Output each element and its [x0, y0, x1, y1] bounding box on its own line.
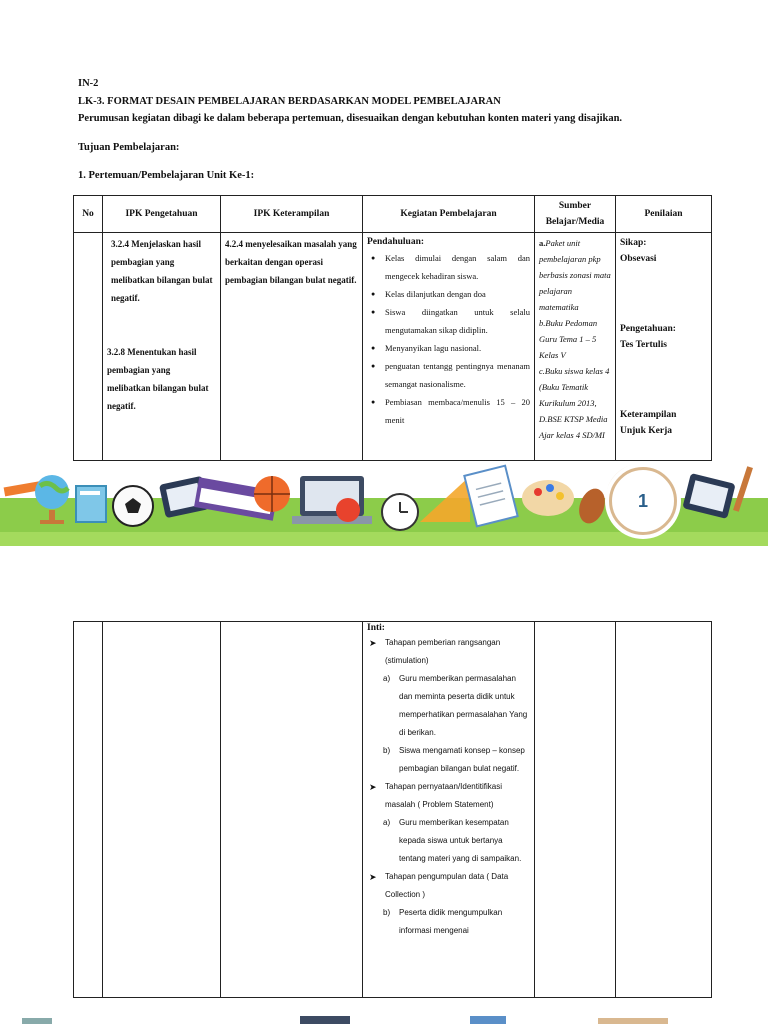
sumber-c: c.Buku siswa kelas 4 (Buku Tematik Kurikulum 2013,: [539, 366, 610, 408]
next-banner-edge: [0, 1012, 768, 1024]
kegiatan-heading: Pendahuluan:: [367, 237, 425, 247]
cell-kegiatan: [363, 622, 535, 998]
objectives-heading: Tujuan Pembelajaran:: [78, 142, 180, 153]
sumber-b: b.Buku Pedoman Guru Tema 1 – 5 Kelas V: [539, 318, 598, 360]
list-item: ● Pembiasan membaca/menulis 15 – 20 menit: [385, 393, 530, 429]
cell-sumber: [535, 233, 616, 461]
basketball-icon: [254, 476, 290, 512]
ipk-pengetahuan-1: 3.2.4 Menjelaskan hasil pembagian yang melibatkan bilangan bulat negatif.: [111, 239, 213, 303]
stage-1-b-letter: b): [383, 746, 391, 755]
stage-2-a-text: Guru memberikan kesempatan kepada siswa untuk bertanya tentang materi yang di sampaikan.: [399, 818, 522, 863]
sumber-a-prefix: a.: [539, 238, 546, 248]
ipk-keterampilan-1: 4.2.4 menyelesaikan masalah yang berkaitan dengan operasi pembagian bilangan bulat negatif.: [225, 239, 357, 285]
stage-2-a-letter: a): [383, 818, 391, 827]
header-sumber-line2: Belajar/Media: [545, 217, 605, 227]
kegiatan-list: [367, 249, 530, 429]
sumber-a: [539, 235, 611, 315]
lesson-plan-table: [73, 195, 712, 461]
lesson-plan-table-continued: [73, 621, 712, 998]
table-header-row: [74, 196, 712, 233]
meeting-heading: 1. Pertemuan/Pembelajaran Unit Ke-1:: [78, 170, 255, 181]
header-ipk-pengetahuan: IPK Pengetahuan: [103, 196, 221, 233]
penilaian-keterampilan-value: Unjuk Kerja: [620, 426, 672, 436]
page-number-ring: [598, 1018, 668, 1024]
stage-1: ➤ Tahapan pemberian rangsangan (stimulation): [367, 634, 530, 670]
laptop-icon: [292, 476, 372, 524]
header-penilaian: Penilaian: [616, 196, 712, 233]
header-no: No: [74, 196, 103, 233]
list-item: ● penguatan tentangg pentingnya menanam semangat nasionalisme.: [385, 357, 530, 393]
clock-icon: [382, 494, 418, 530]
page-2: [0, 548, 768, 1024]
header-sumber-line1: Sumber: [558, 201, 592, 211]
doc-intro: Perumusan kegiatan dibagi ke dalam beberapa pertemuan, disesuaikan dengan kebutuhan konten materi yang disajikan.: [78, 113, 623, 124]
page-number: 1: [609, 467, 677, 535]
penilaian-pengetahuan-label: Pengetahuan:: [620, 324, 676, 334]
cell-sumber: [535, 622, 616, 998]
stage-3-b-letter: b): [383, 908, 391, 917]
cell-no: [74, 233, 103, 461]
cell-ipk-pengetahuan: [103, 233, 221, 461]
stage-3: ➤ Tahapan pengumpulan data ( Data Collection ): [367, 868, 530, 904]
header-kegiatan: Kegiatan Pembelajaran: [363, 196, 535, 233]
stage-1-a: [367, 670, 530, 742]
penilaian-sikap-label: Sikap:: [620, 238, 647, 248]
table-row: [74, 622, 712, 998]
sumber-a-text: Paket unit pembelajaran pkp berbasis zonasi mata pelajaran matematika: [539, 238, 611, 312]
cell-ipk-keterampilan: [221, 233, 363, 461]
list-item: ● Siswa diingatkan untuk selalu mengutamakan sikap didiplin.: [385, 303, 530, 339]
sumber-d: D.BSE KTSP Media Ajar kelas 4 SD/MI: [539, 414, 608, 440]
doc-title: LK-3. FORMAT DESAIN PEMBELAJARAN BERDASARKAN MODEL PEMBELAJARAN: [78, 96, 501, 107]
stage-1-a-text: Guru memberikan permasalahan dan meminta peserta didik untuk memperhatikan permasalahan Yang di berikan.: [399, 674, 528, 737]
penilaian-keterampilan-label: Keterampilan: [620, 410, 677, 420]
stage-2: ➤ Tahapan pernyataan/Identitifikasi masalah ( Problem Statement): [367, 778, 530, 814]
table-row: [74, 233, 712, 461]
list-item: ● Kelas dimulai dengan salam dan mengecek kehadiran siswa.: [385, 249, 530, 285]
stage-1-a-letter: a): [383, 674, 391, 683]
cell-penilaian: [616, 622, 712, 998]
cell-penilaian: [616, 233, 712, 461]
cell-ipk-keterampilan: [221, 622, 363, 998]
list-item: ● Kelas dilanjutkan dengan doa: [385, 285, 530, 303]
stage-2-a: [367, 814, 530, 868]
paint-palette-icon: [522, 480, 574, 516]
decorative-banner: [0, 436, 768, 546]
stage-1-b: [367, 742, 530, 778]
penilaian-sikap-value: Obsevasi: [620, 254, 657, 264]
cell-ipk-pengetahuan: [103, 622, 221, 998]
book-icon: [76, 486, 106, 522]
pencil-icon: [22, 1018, 52, 1024]
clipboard-icon: [470, 1016, 506, 1024]
penilaian-pengetahuan-value: Tes Tertulis: [620, 340, 667, 350]
ipk-pengetahuan-2: 3.2.8 Menentukan hasil pembagian yang melibatkan bilangan bulat negatif.: [107, 347, 209, 411]
stage-3-b: [367, 904, 530, 940]
cell-no: [74, 622, 103, 998]
stage-1-b-text: Siswa mengamati konsep – konsep pembagian bilangan bulat negatif.: [399, 746, 525, 773]
header-ipk-keterampilan: IPK Keterampilan: [221, 196, 363, 233]
grass-bottom: [0, 532, 768, 546]
inti-heading: Inti:: [367, 623, 385, 633]
list-item: ● Menyanyikan lagu nasional.: [385, 339, 530, 357]
cell-kegiatan: [363, 233, 535, 461]
apple-icon: [336, 498, 360, 522]
header-sumber: [535, 196, 616, 233]
doc-code: IN-2: [78, 78, 99, 89]
laptop-icon: [300, 1016, 350, 1024]
stage-3-b-text: Peserta didik mengumpulkan informasi mengenai: [399, 908, 503, 935]
soccer-ball-icon: [113, 486, 153, 526]
